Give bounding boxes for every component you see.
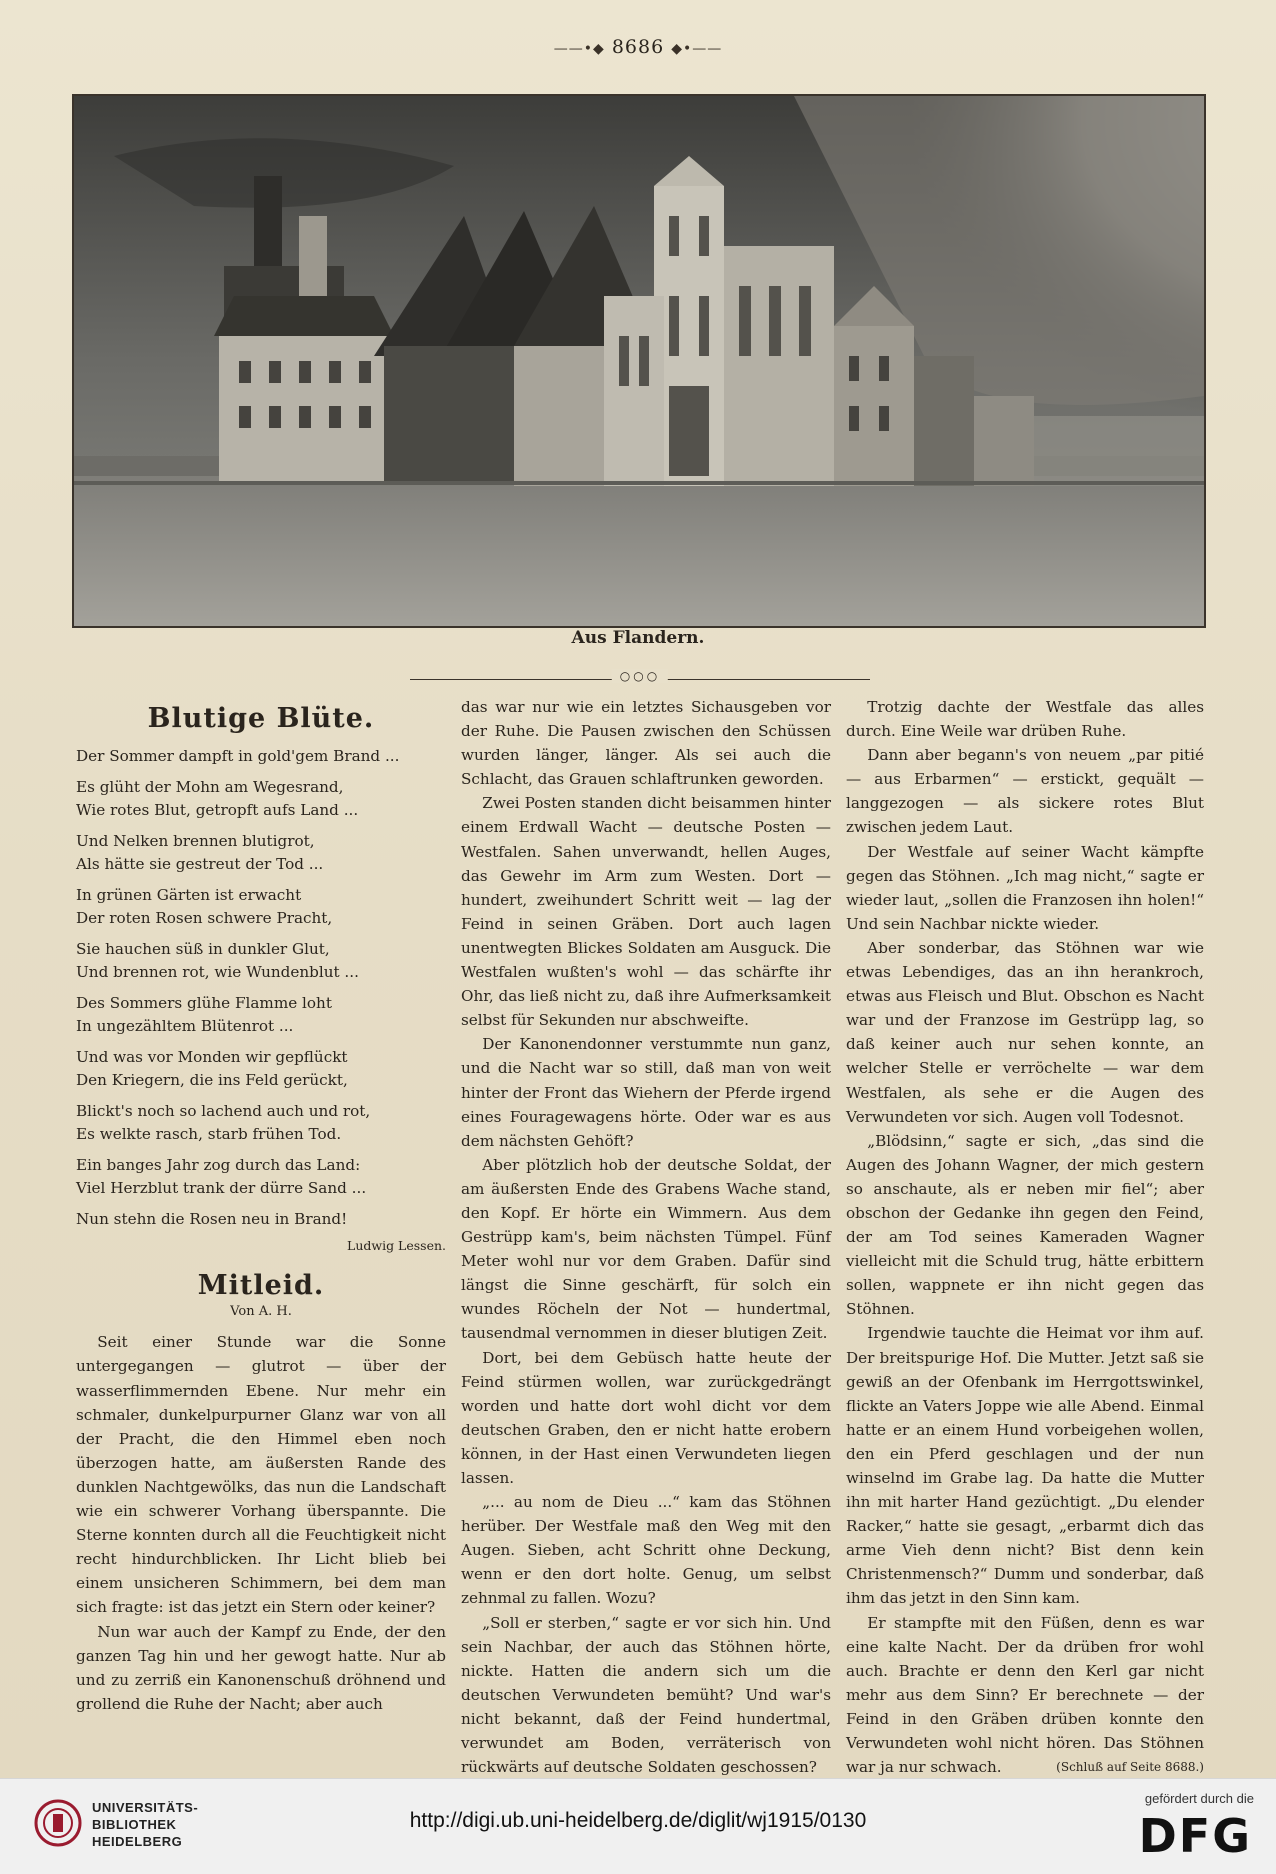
page-number-header [0, 36, 1276, 58]
paragraph: Dort, bei dem Gebüsch hatte heute der Feind stürmen wollen, war zurückgedrängt worden und hatte dort wohl dicht vor dem deutschen Graben, den er nicht hatte erobern können, in der Hast einen Verwundeten liegen lassen. [461, 1348, 831, 1487]
poem-line: Der Sommer dampft in gold'gem Brand ... [76, 747, 400, 766]
page-number: 8686 [611, 36, 665, 58]
paragraph: Der Westfale auf seiner Wacht kämpfte gegen das Stöhnen. „Ich mag nicht,“ sagte er wieder laut, „sollen die Franzosen ihn holen!“ Und sein Nachbar nickte wieder. [846, 842, 1204, 933]
poem-line: Sie hauchen süß in dunkler Glut, [76, 939, 330, 958]
dfg-logo: DFG [1138, 1809, 1252, 1863]
institution-line: HEIDELBERG [92, 1834, 183, 1849]
paragraph: Der Kanonendonner verstummte nun ganz, und die Nacht war so still, daß man von weit hinter der Front das Wiehern der Pferde irgend eines Fouragewagens hörte. Oder war es aus dem nächsten Gehöft? [461, 1035, 831, 1150]
paragraph: Aber plötzlich hob der deutsche Soldat, der am äußersten Ende des Grabens Wache stand, den Kopf. Er hörte ein Wimmern. Aus dem Gestrüpp kam's, beim nächsten Tümpel. Fünf Meter wohl nur vor dem Graben. Dafür sind längst die Sinne geschärft, für solch ein wundes Röcheln der Not — hundertmal, tausendmal vernommen in dieser blutigen Zeit. [461, 1155, 831, 1343]
paragraph: „Blödsinn,“ sagte er sich, „das sind die Augen des Johann Wagner, der mich gestern so anschaute, als er neben mir fiel“; aber obschon der Gedanke ihn gegen den Feind, der am Tod seines Kameraden Wagner vielleicht mit die Schuld trug, hätte erbittern sollen, wappnete er ihn nicht gegen das Stöhnen. [846, 1131, 1204, 1319]
poem-line: In ungezähltem Blütenrot ... [76, 1017, 294, 1036]
paragraph [846, 1611, 1204, 1780]
footer-bar [0, 1778, 1276, 1874]
source-url-link[interactable]: http://digi.ub.uni-heidelberg.de/diglit/wj1915/0130 [409, 1809, 867, 1832]
poem-line: Und Nelken brennen blutigrot, [76, 831, 315, 850]
paragraph: Aber sonderbar, das Stöhnen war wie etwas Lebendiges, das an ihn herankroch, etwas aus Fleisch und Blut. Obschon es Nacht war und der Franzose im Gestrüpp lag, so daß keiner auch nur sehen konnte, an welcher Stelle er verröchelte — war dem Westfalen, als sehe er die Augen des Verwundeten vor sich. Augen voll Todesnot. [846, 938, 1204, 1126]
paragraph-text: Er stampfte mit den Füßen, denn es war eine kalte Nacht. Der da drüben fror wohl auch. Brachte er denn den Kerl gar nicht mehr aus dem Sinn? Er berechnete — der Feind in den Gräben drüben konnte den Verwundeten wohl nicht hören. Das Stöhnen war ja nur schwach. [846, 1613, 1204, 1777]
poem-author: Ludwig Lessen. [347, 1238, 446, 1254]
poem-line: Des Sommers glühe Flamme loht [76, 993, 332, 1012]
poem-line: Es glüht der Mohn am Wegesrand, [76, 777, 344, 796]
poem-line: Und was vor Monden wir gepflückt [76, 1047, 348, 1066]
institution-line: BIBLIOTHEK [92, 1817, 177, 1832]
poem-stanza [76, 992, 446, 1039]
section-divider [410, 669, 870, 686]
poem-stanza [76, 776, 446, 823]
poem-body [76, 745, 446, 1231]
paragraph: „... au nom de Dieu ...“ kam das Stöhnen herüber. Der Westfale maß den Weg mit den Augen. Sieben, acht Schritt ohne Deckung, wenn er den dort holte. Genug, um selbst zehnmal zu fallen. Wozu? [461, 1493, 831, 1608]
poem-stanza [76, 884, 446, 931]
story-byline: Von A. H. [230, 1304, 292, 1320]
ornament-right: ◆•—— [671, 41, 723, 57]
story-title: Mitleid. [197, 1270, 325, 1302]
poem-line: Blickt's noch so lachend auch und rot, [76, 1101, 371, 1120]
poem-line: Ein banges Jahr zog durch das Land: [76, 1155, 361, 1174]
ornament-left: ——•◆ [553, 41, 605, 57]
poem-stanza [76, 1100, 446, 1147]
poem-line: Den Kriegern, die ins Feld gerückt, [76, 1071, 348, 1090]
paragraph: „Soll er sterben,“ sagte er vor sich hin. Und sein Nachbar, der auch das Stöhnen hörte, nickte. Hatten die andern sich um die deutschen Verwundeten bemüht? Und war's nicht bekannt, daß der Feind hundertmal, verwundet am Boden, verräterisch von rückwärts auf deutsche Soldaten geschossen? [461, 1613, 831, 1777]
poem-line: Als hätte sie gestreut der Tod ... [76, 855, 324, 874]
paragraph: das war nur wie ein letztes Sichausgeben vor der Ruhe. Die Pausen zwischen den Schüssen wurden länger, länger. Als sei auch die Schlacht, das Grauen schlaftrunken geworden. [461, 698, 831, 789]
paragraph: Irgendwie tauchte die Heimat vor ihm auf. Der breitspurige Hof. Die Mutter. Jetzt saß sie gewiß an der Ofenbank im Herrgottswinkel, flickte an Vaters Joppe wie alle Abend. Einmal hatte er an einem Hund vorbeigehen wollen, den ein Pferd geschlagen und der nun winselnd im Grabe lag. Da hatte die Mutter ihn mit harter Hand gezüchtigt. „Du elender Racker,“ hatte sie gesagt, „erbarmt dich das arme Vieh denn nicht? Bist denn kein Christenmensch?“ Dumm und sonderbar, daß ihm das jetzt in den Sinn kam. [846, 1324, 1204, 1608]
continuation-note: (Schluß auf Seite 8688.) [1056, 1760, 1204, 1775]
poem-title: Blutige Blüte. [147, 703, 375, 734]
institution-line: UNIVERSITÄTS- [92, 1800, 199, 1815]
poem-stanza [76, 1208, 446, 1232]
column-3 [846, 695, 1204, 1779]
poem-stanza [76, 1154, 446, 1201]
poem-stanza [76, 1046, 446, 1093]
illustration-flanders [72, 94, 1206, 628]
paragraph: Dann aber begann's von neuem „par pitié — aus Erbarmen“ — erstickt, gequält — langgezogen — als sickere rotes Blut zwischen jedem Laut. [846, 746, 1204, 837]
paragraph: Nun war auch der Kampf zu Ende, der den ganzen Tag hin und her gewogt hatte. Nur ab und zu zerriß ein Kanonenschuß dröhnend und grollend die Ruhe der Nacht; aber auch [76, 1622, 446, 1713]
paragraph: Seit einer Stunde war die Sonne untergegangen — glutrot — über der wasserflimmernden Ebene. Nur mehr ein schmaler, dunkelpurpurner Glanz war von all der Pracht, die den Himmel eben noch überzogen hatte, am äußersten Rande des dunklen Nachtgewölks, das nun die Landschaft wie ein schwerer Vorhang überspannte. Die Sterne konnten durch all die Feuchtigkeit nicht recht hindurchblicken. Ihr Licht blieb bei einem unsicheren Schimmern, bei dem man sich fragte: ist das jetzt ein Stern oder keiner? [76, 1333, 446, 1617]
poem-line: Der roten Rosen schwere Pracht, [76, 909, 333, 928]
poem-line: Nun stehn die Rosen neu in Brand! [76, 1209, 348, 1228]
poem-stanza [76, 830, 446, 877]
divider-ornament: ○○○ [612, 669, 668, 683]
poem-line: In grünen Gärten ist erwacht [76, 885, 302, 904]
illustration-caption: Aus Flandern. [571, 628, 705, 648]
column-1 [76, 695, 446, 1716]
poem-stanza [76, 938, 446, 985]
poem-line: Viel Herzblut trank der dürre Sand ... [76, 1179, 367, 1198]
paragraph: Zwei Posten standen dicht beisammen hinter einem Erdwall Wacht — deutsche Posten — Westfalen. Sahen unverwandt, hellen Auges, das Gewehr im Arm zum Westen. Dort — hundert, zweihundert Schritt weit — lag der Feind in seinen Gräben. Dort auch lagen unentwegten Blickes Soldaten am Ausguck. Die Westfalen wußten's wohl — das schärfte ihr Ohr, das ließ nicht zu, daß ihre Aufmerksamkeit selbst für Sekunden nur abschweifte. [461, 794, 831, 1030]
sponsor-text: gefördert durch die [1144, 1791, 1254, 1806]
poem-line: Es welkte rasch, starb frühen Tod. [76, 1125, 342, 1144]
paragraph: Trotzig dachte der Westfale das alles durch. Eine Weile war drüben Ruhe. [846, 698, 1204, 741]
poem-stanza [76, 745, 446, 769]
poem-line: Wie rotes Blut, getropft aufs Land ... [76, 801, 359, 820]
poem-line: Und brennen rot, wie Wundenblut ... [76, 963, 359, 982]
column-2 [461, 695, 831, 1779]
